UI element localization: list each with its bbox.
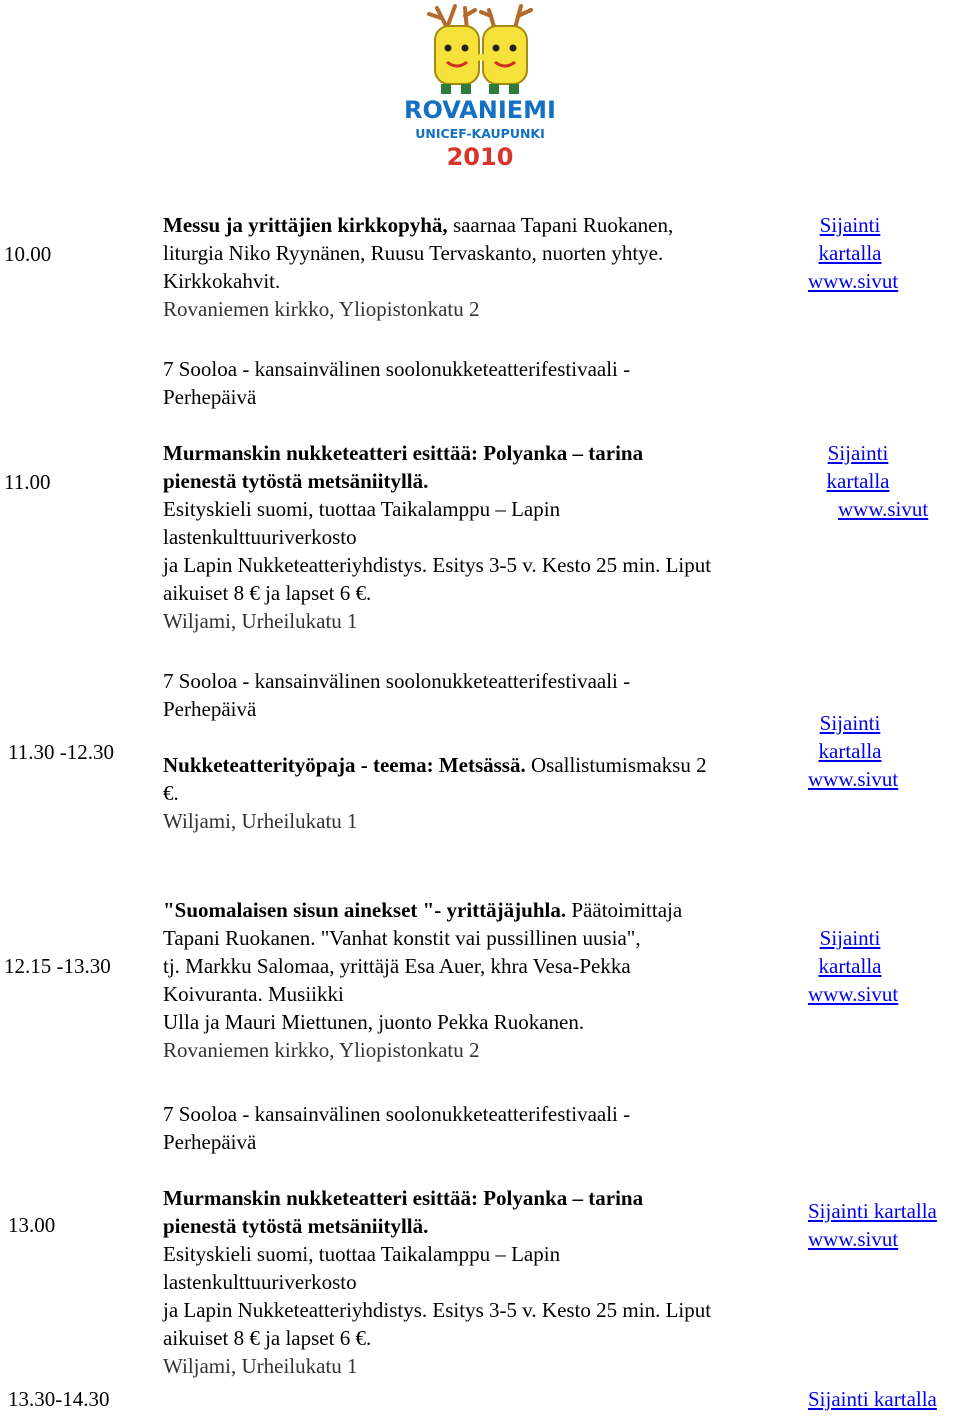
event-line: tj. Markku Salomaa, yrittäjä Esa Auer, khra Vesa-Pekka <box>163 954 631 978</box>
event-line: pienestä tytöstä metsäniityllä. <box>163 1214 429 1238</box>
event-line: pienestä tytöstä metsäniityllä. <box>163 469 429 493</box>
event-description <box>163 667 707 835</box>
event-links <box>808 1197 958 1253</box>
event-address: Rovaniemen kirkko, Yliopistonkatu 2 <box>163 1038 480 1062</box>
event-time: 11.30 -12.30 <box>8 740 114 764</box>
event-time: 11.00 <box>4 470 51 494</box>
svg-text:ROVANIEMI: ROVANIEMI <box>404 96 556 124</box>
event-line: Murmanskin nukketeatteri esittää: Polyanka – tarina <box>163 441 644 465</box>
event-line: liturgia Niko Ryynänen, Ruusu Tervaskanto, nuorten yhtye. <box>163 241 664 265</box>
event-address: Wiljami, Urheilukatu 1 <box>163 809 358 833</box>
event-time: 13.30-14.30 <box>8 1387 110 1411</box>
event-line: Murmanskin nukketeatteri esittää: Polyanka – tarina <box>163 1186 644 1210</box>
festival-heading: 7 Sooloa - kansainvälinen soolonukketeatterifestivaali - <box>163 357 631 381</box>
event-line: Esityskieli suomi, tuottaa Taikalamppu – Lapin <box>163 1242 561 1266</box>
event-time: 13.00 <box>8 1213 56 1237</box>
event-line: aikuiset 8 € ja lapset 6 €. <box>163 581 372 605</box>
festival-heading: 7 Sooloa - kansainvälinen soolonukketeatterifestivaali - <box>163 669 631 693</box>
location-link[interactable]: Sijainti <box>819 213 881 237</box>
website-link[interactable]: www.sivut <box>808 767 899 791</box>
website-link[interactable]: www.sivut <box>808 982 899 1006</box>
festival-heading: Perhepäivä <box>163 385 257 409</box>
website-link[interactable]: www.sivut <box>808 1227 899 1251</box>
event-line: Ulla ja Mauri Miettunen, juonto Pekka Ruokanen. <box>163 1010 585 1034</box>
event-links <box>808 439 929 523</box>
location-map-link[interactable]: Sijainti kartalla <box>808 1387 937 1411</box>
event-line: Koivuranta. Musiikki <box>163 982 344 1006</box>
location-link[interactable]: Sijainti <box>819 926 881 950</box>
event-links <box>808 924 899 1008</box>
event-line: aikuiset 8 € ja lapset 6 €. <box>163 1326 372 1350</box>
event-description <box>163 1100 711 1380</box>
event-line: lastenkulttuuriverkosto <box>163 1270 357 1294</box>
event-line: lastenkulttuuriverkosto <box>163 525 357 549</box>
event-description <box>163 896 682 1064</box>
event-line: "Suomalaisen sisun ainekset "- yrittäjäjuhla. Päätoimittaja <box>163 898 683 922</box>
event-time: 10.00 <box>4 242 52 266</box>
map-link[interactable]: kartalla <box>818 241 882 265</box>
event-address: Rovaniemen kirkko, Yliopistonkatu 2 <box>163 297 480 321</box>
svg-text:UNICEF-KAUPUNKI: UNICEF-KAUPUNKI <box>415 126 545 141</box>
location-link[interactable]: Sijainti <box>827 441 889 465</box>
event-address: Wiljami, Urheilukatu 1 <box>163 609 358 633</box>
website-link[interactable]: www.sivut <box>838 497 929 521</box>
event-line: Kirkkokahvit. <box>163 269 281 293</box>
event-line: Nukketeatterityöpaja - teema: Metsässä. Osallistumismaksu 2 <box>163 753 707 777</box>
event-line: €. <box>163 781 179 805</box>
map-link[interactable]: kartalla <box>826 469 890 493</box>
event-line: Messu ja yrittäjien kirkkopyhä, saarnaa Tapani Ruokanen, <box>163 213 674 237</box>
rovaniemi-unicef-logo <box>385 0 575 172</box>
event-address: Wiljami, Urheilukatu 1 <box>163 1354 358 1378</box>
event-time: 12.15 -13.30 <box>4 954 111 978</box>
event-line: Esityskieli suomi, tuottaa Taikalamppu – Lapin <box>163 497 561 521</box>
map-link[interactable]: kartalla <box>818 739 882 763</box>
festival-heading: Perhepäivä <box>163 1130 257 1154</box>
website-link[interactable]: www.sivut <box>808 269 899 293</box>
svg-text:2010: 2010 <box>446 143 514 171</box>
location-map-link[interactable]: Sijainti kartalla <box>808 1199 937 1223</box>
event-description <box>163 355 711 635</box>
location-link[interactable]: Sijainti <box>819 711 881 735</box>
event-links <box>808 709 899 793</box>
event-links <box>808 211 899 295</box>
map-link[interactable]: kartalla <box>818 954 882 978</box>
event-line: ja Lapin Nukketeatteriyhdistys. Esitys 3-5 v. Kesto 25 min. Liput <box>163 1298 712 1322</box>
festival-heading: Perhepäivä <box>163 697 257 721</box>
event-line: ja Lapin Nukketeatteriyhdistys. Esitys 3-5 v. Kesto 25 min. Liput <box>163 553 712 577</box>
event-links <box>808 1385 958 1413</box>
event-description <box>163 211 673 323</box>
festival-heading: 7 Sooloa - kansainvälinen soolonukketeatterifestivaali - <box>163 1102 631 1126</box>
event-line: Tapani Ruokanen. "Vanhat konstit vai pussillinen uusia", <box>163 926 641 950</box>
